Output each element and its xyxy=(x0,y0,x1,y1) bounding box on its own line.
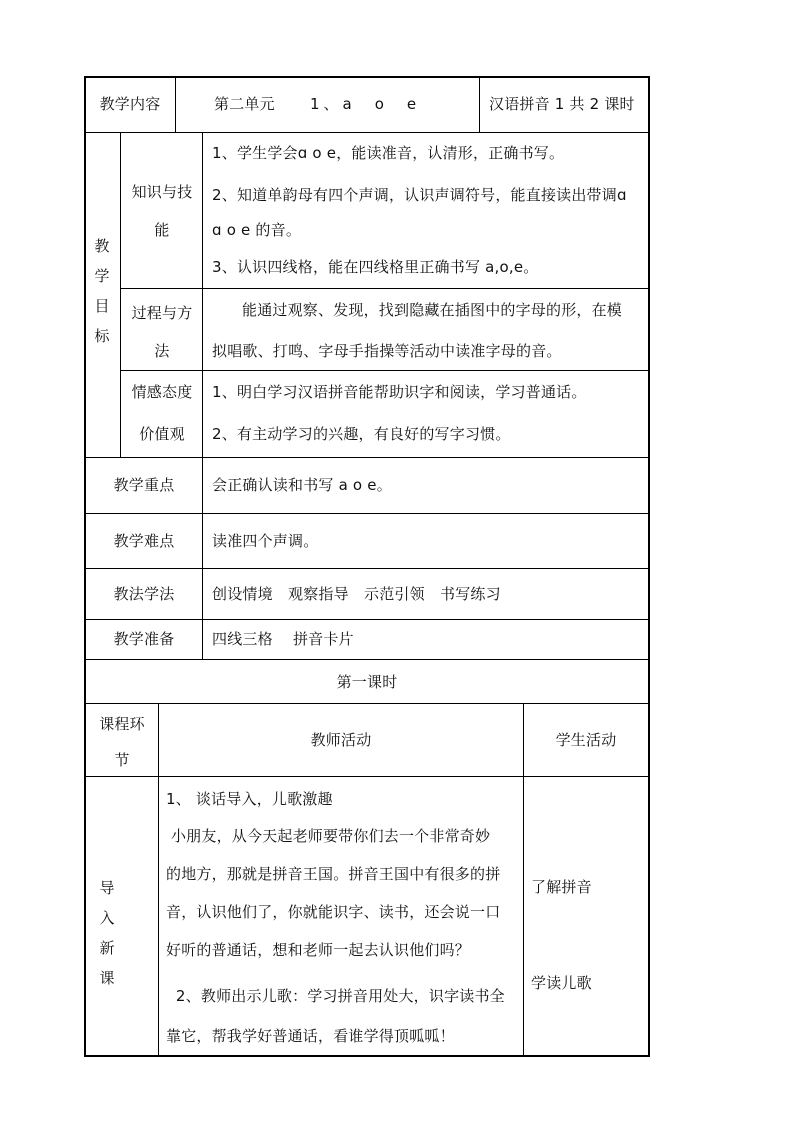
difficulties-label: 教学难点 xyxy=(113,532,175,550)
emotion-label-cont: 价值观 xyxy=(139,425,185,443)
knowledge-label: 知识与技 xyxy=(131,183,193,201)
teacher-line-6: 2、教师出示儿歌：学习拼音用处大，识字读书全 xyxy=(166,987,505,1005)
student-activity-2: 学读儿歌 xyxy=(531,974,592,992)
teacher-activity-header: 教师活动 xyxy=(310,731,372,749)
col-divider xyxy=(202,132,203,659)
col-divider xyxy=(175,76,176,132)
session-title: 第一课时 xyxy=(336,673,398,691)
col-divider xyxy=(158,703,159,1057)
knowledge-label-cont: 能 xyxy=(154,221,170,239)
difficulties-text: 读准四个声调。 xyxy=(212,532,319,550)
col-divider xyxy=(120,132,121,457)
row-divider xyxy=(120,370,650,371)
process-label-cont: 法 xyxy=(154,342,170,360)
knowledge-line-1: 1、学生学会ɑ o e，能读准音，认清形，正确书写。 xyxy=(212,144,565,162)
key-points-text: 会正确认读和书写 a o e。 xyxy=(212,476,392,494)
subject-hours: 汉语拼音 1 共 2 课时 xyxy=(489,95,635,113)
row-divider xyxy=(84,659,650,660)
unit-name: 第二单元 xyxy=(214,95,275,113)
col-divider xyxy=(479,76,480,132)
methods-text: 创设情境 观察指导 示范引领 书写练习 xyxy=(212,585,501,603)
stage-header: 课程环 xyxy=(99,715,145,733)
row-divider xyxy=(84,457,650,458)
key-points-label: 教学重点 xyxy=(113,476,175,494)
knowledge-line-2: 2、知道单韵母有四个声调，认识声调符号，能直接读出带调ɑ xyxy=(212,186,627,204)
teacher-line-5: 好听的普通话，想和老师一起去认识他们吗？ xyxy=(166,941,471,959)
lesson-title: 1、a o e xyxy=(310,95,421,113)
teacher-line-1: 1、 谈话导入，儿歌激趣 xyxy=(166,790,333,808)
teacher-line-3: 的地方，那就是拼音王国。拼音王国中有很多的拼 xyxy=(166,865,501,883)
header-label: 教学内容 xyxy=(99,95,161,113)
teacher-line-7: 靠它，帮我学好普通话，看谁学得顶呱呱！ xyxy=(166,1027,455,1045)
row-divider xyxy=(120,288,650,289)
teacher-line-2: 小朋友，从今天起老师要带你们去一个非常奇妙 xyxy=(166,827,491,845)
preparation-label: 教学准备 xyxy=(113,630,175,648)
teacher-line-4: 音，认识他们了，你就能识字、读书，还会说一口 xyxy=(166,903,501,921)
process-label: 过程与方 xyxy=(131,304,193,322)
intro-stage-label: 导 入 新 课 xyxy=(99,879,115,987)
col-divider xyxy=(523,703,524,1057)
methods-label: 教法学法 xyxy=(113,585,175,603)
process-line-1: 能通过观察、发现，找到隐藏在插图中的字母的形，在模 xyxy=(242,301,623,319)
student-activity-1: 了解拼音 xyxy=(531,878,592,896)
objectives-label: 教 学 目 标 xyxy=(94,237,110,345)
row-divider xyxy=(84,513,650,514)
row-divider xyxy=(84,132,650,133)
preparation-text: 四线三格 拼音卡片 xyxy=(212,630,354,648)
knowledge-line-4: 3、认识四线格，能在四线格里正确书写 a,o,e。 xyxy=(212,258,539,276)
emotion-label: 情感态度 xyxy=(131,383,193,401)
row-divider xyxy=(84,703,650,704)
emotion-line-1: 1、明白学习汉语拼音能帮助识字和阅读，学习普通话。 xyxy=(212,383,587,401)
row-divider xyxy=(84,619,650,620)
row-divider xyxy=(84,568,650,569)
stage-header-cont: 节 xyxy=(114,751,130,769)
knowledge-line-3: ɑ o e 的音。 xyxy=(212,221,302,239)
student-activity-header: 学生活动 xyxy=(555,731,617,749)
row-divider xyxy=(84,776,650,777)
emotion-line-2: 2、有主动学习的兴趣，有良好的写字习惯。 xyxy=(212,425,511,443)
process-line-2: 拟唱歌、打鸣、字母手指操等活动中读准字母的音。 xyxy=(212,342,562,360)
